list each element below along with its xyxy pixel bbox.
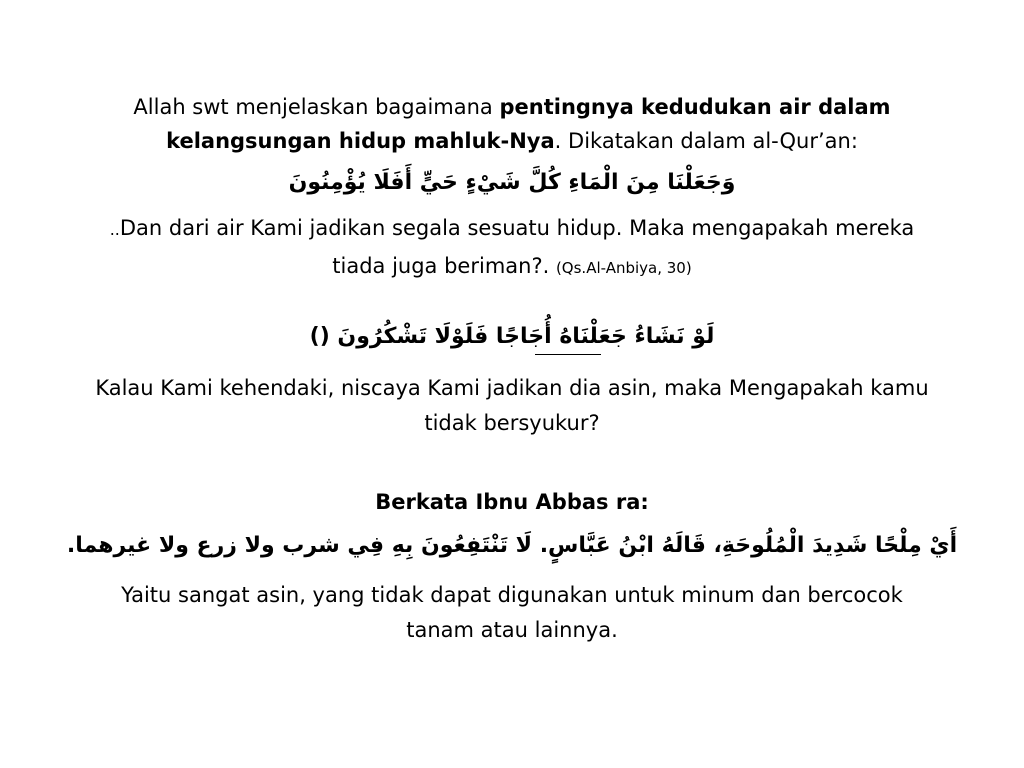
verse1-translation-line-1 [40, 214, 984, 244]
slide [40, 0, 984, 768]
verse2-arabic: لَوْ نَشَاءُ جَعَلْنَاهُ أُجَاجًا فَلَوْلَا تَشْكُرُونَ () [309, 324, 715, 349]
verse2-translation-line-1: Kalau Kami kehendaki, niscaya Kami jadikan dia asin, maka Mengapakah kamu [95, 376, 929, 400]
intro-bold-text-2: kelangsungan hidup mahluk-Nya [166, 129, 555, 153]
verse1-translation-text: Dan dari air Kami jadikan segala sesuatu hidup. Maka mengapakah mereka [119, 216, 915, 240]
verse1-translation-line-2 [40, 252, 984, 282]
intro-text: Allah swt menjelaskan bagaimana [133, 95, 500, 119]
intro-line-1 [40, 93, 984, 121]
ibnu-abbas-heading: Berkata Ibnu Abbas ra: [375, 490, 649, 514]
verse2-translation-line-2: tidak bersyukur? [424, 411, 600, 435]
ibnu-abbas-translation-line-2: tanam atau lainnya. [406, 618, 618, 642]
ibnu-abbas-translation-line-1: Yaitu sangat asin, yang tidak dapat digunakan untuk minum dan bercocok [121, 583, 903, 607]
intro-text-2: . Dikatakan dalam al-Qur’an: [554, 129, 858, 153]
verse1-reference: (Qs.Al-Anbiya, 30) [555, 259, 692, 277]
verse1-translation-text-2: tiada juga beriman?. [332, 254, 556, 278]
intro-line-2 [40, 127, 984, 155]
ibnu-abbas-arabic: أَيْ مِلْحًا شَدِيدَ الْمُلُوحَةِ، قَالَهُ ابْنُ عَبَّاسٍ. لَا تَنْتَفِعُونَ بِهِ فِي شرب ولا زرع ولا غيرهما. [66, 533, 958, 558]
intro-bold-text: pentingnya kedudukan air dalam [499, 95, 891, 119]
ellipsis-dots: .. [109, 220, 120, 239]
verse2-underline [535, 354, 601, 355]
verse1-arabic: وَجَعَلْنَا مِنَ الْمَاءِ كُلَّ شَيْءٍ حَيٍّ أَفَلَا يُؤْمِنُونَ [288, 170, 736, 195]
